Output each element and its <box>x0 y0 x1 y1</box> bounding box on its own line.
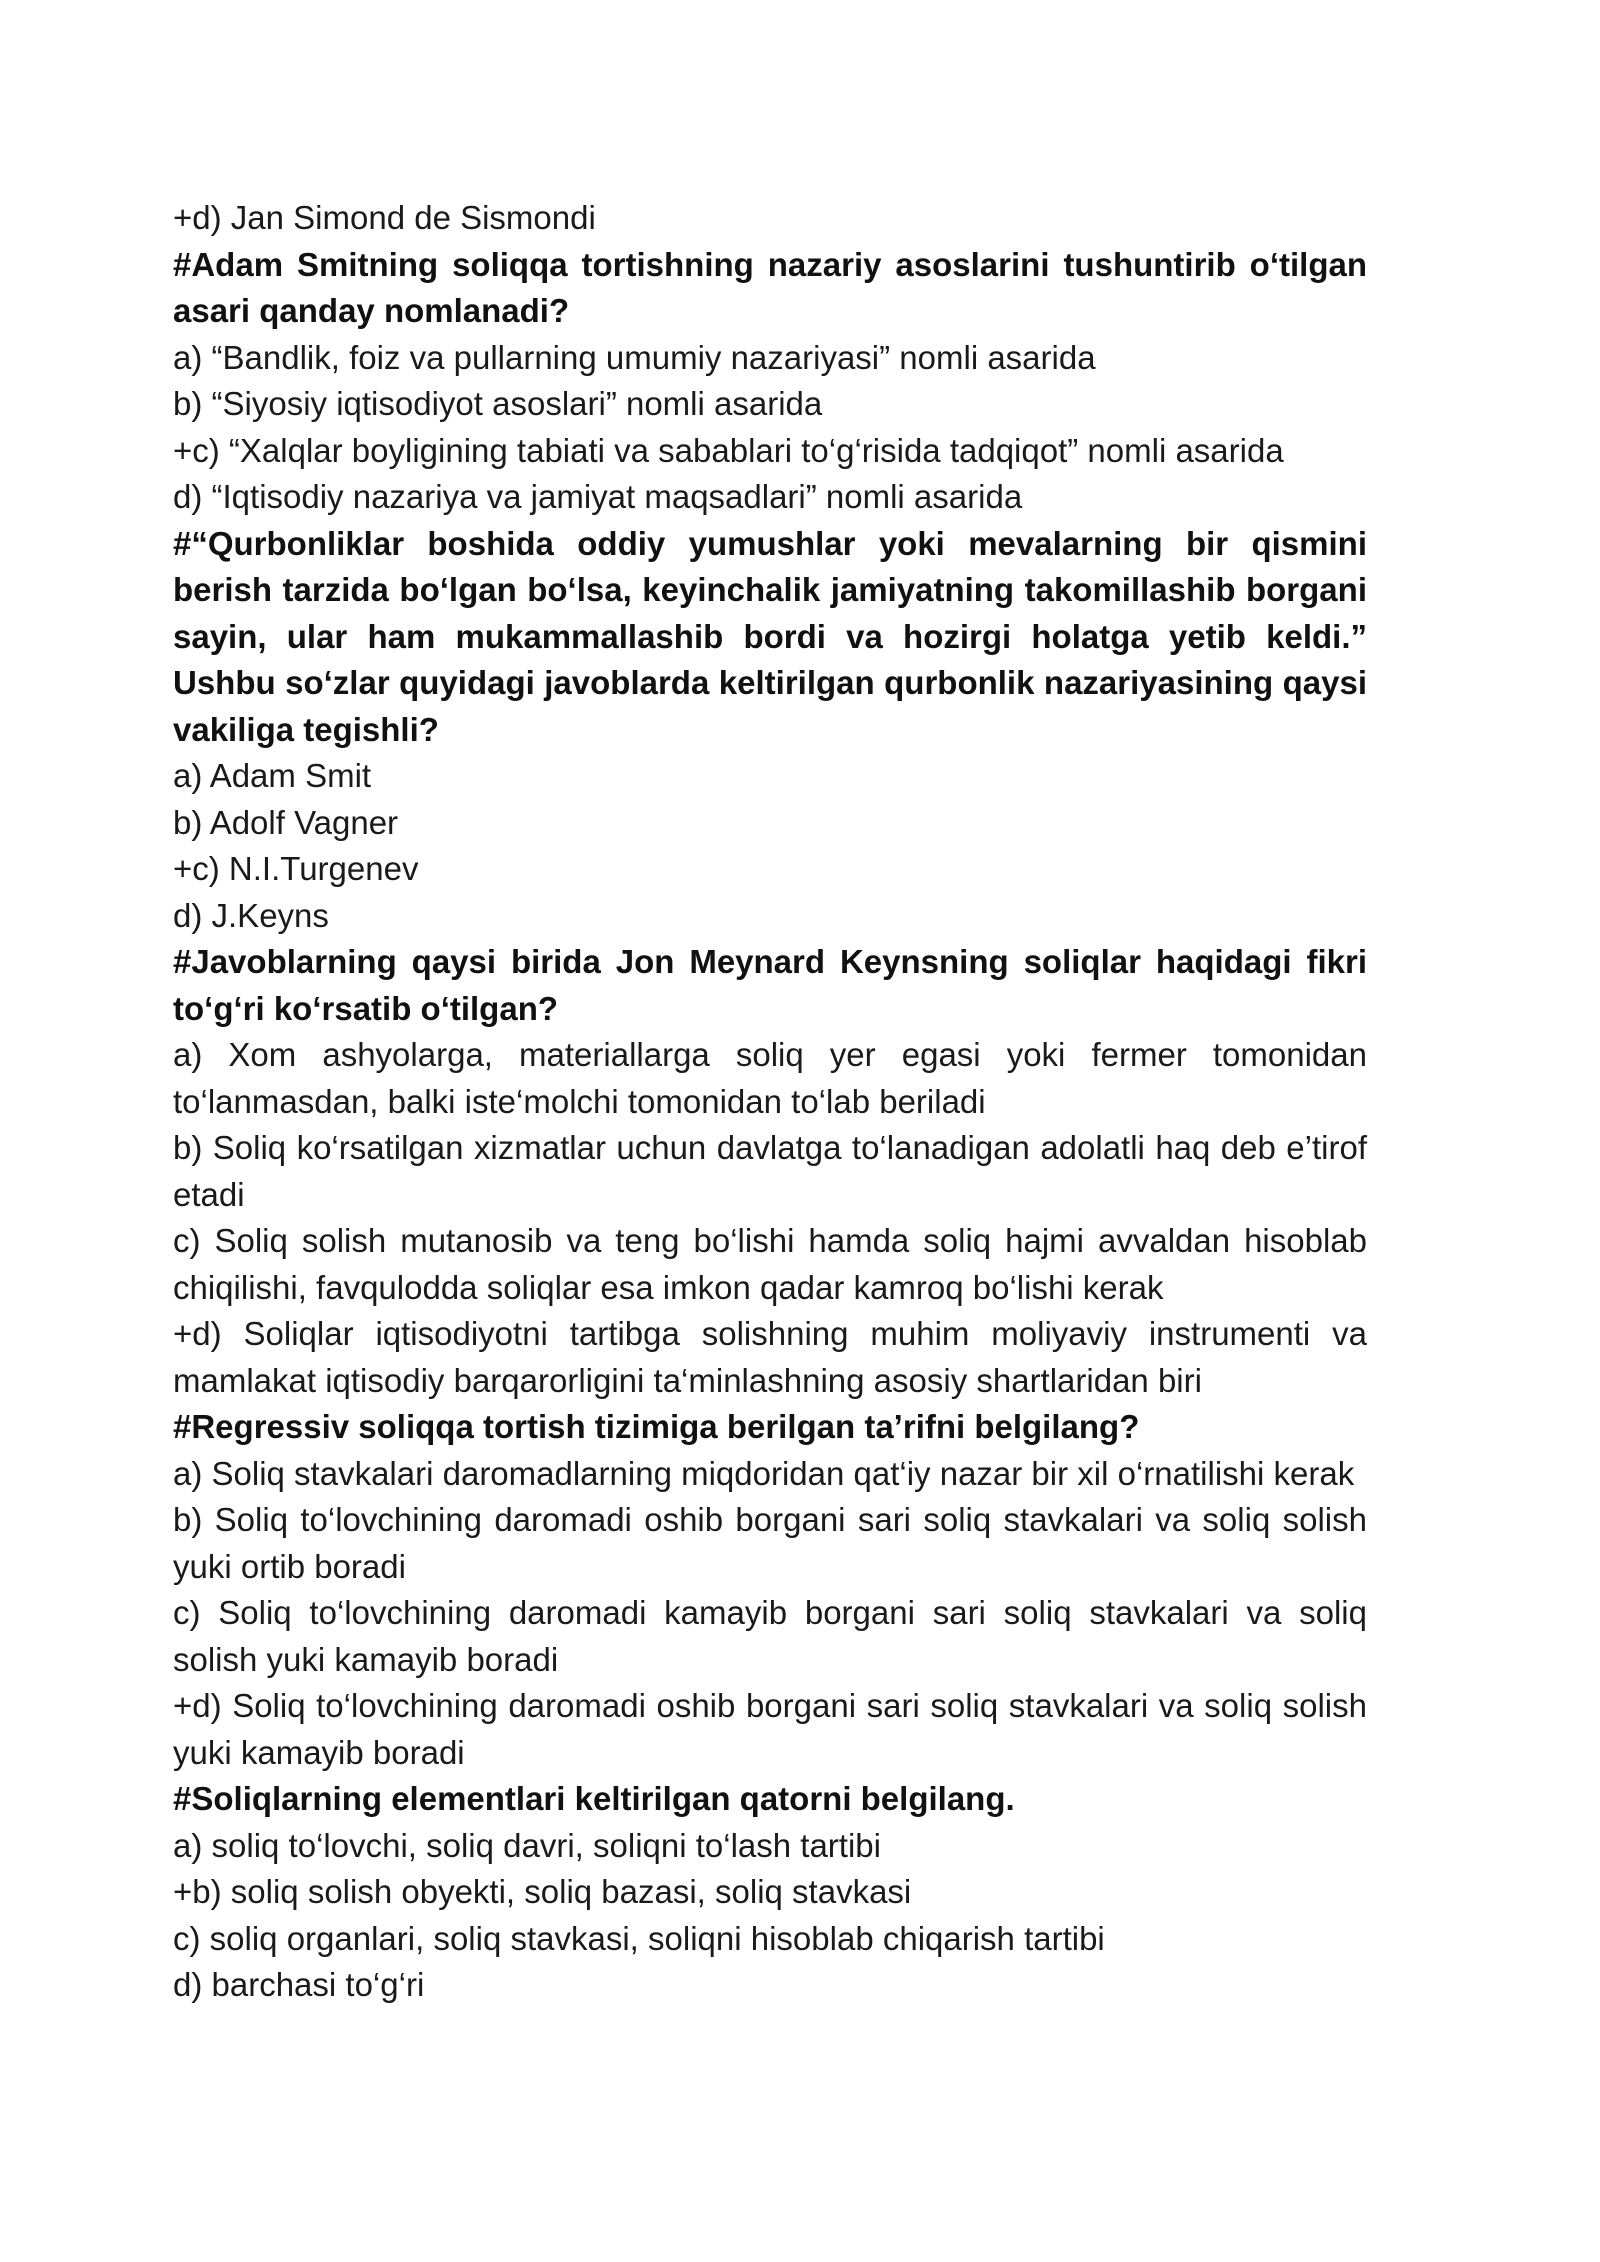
question-text: #Soliqlarning elementlari keltirilgan qatorni belgilang. <box>173 1780 1015 1817</box>
question-block-4 <box>173 1404 1367 1776</box>
question-block-2 <box>173 521 1367 940</box>
question-text: #Javoblarning qaysi birida Jon Meynard Keynsning soliqlar haqidagi fikri to‘g‘ri ko‘rsatib o‘tilgan? <box>173 943 1367 1027</box>
answer-option: a) “Bandlik, foiz va pullarning umumiy nazariyasi” nomli asarida <box>173 338 1096 376</box>
answer-option: +d) Soliq to‘lovchining daromadi oshib borgani sari soliq stavkalari va soliq solish yuki kamayib boradi <box>173 1687 1367 1771</box>
answer-option: b) Adolf Vagner <box>173 803 399 841</box>
question-block-1 <box>173 242 1367 521</box>
question-block-5 <box>173 1776 1367 2009</box>
answer-option: c) soliq organlari, soliq stavkasi, soliqni hisoblab chiqarish tartibi <box>173 1919 1105 1957</box>
question-text: #Regressiv soliqqa tortish tizimiga berilgan ta’rifni belgilang? <box>173 1408 1140 1445</box>
answer-option: +d) Soliqlar iqtisodiyotni tartibga solishning muhim moliyaviy instrumenti va mamlakat iqtisodiy barqarorligini ta‘minlashning asosiy shartlaridan biri <box>173 1315 1367 1399</box>
answer-option: d) barchasi to‘g‘ri <box>173 1966 425 2003</box>
answer-option: b) Soliq ko‘rsatilgan xizmatlar uchun davlatga to‘lanadigan adolatli haq deb e’tirof etadi <box>173 1129 1367 1213</box>
answer-option: d) “Iqtisodiy nazariya va jamiyat maqsadlari” nomli asarida <box>173 478 1023 515</box>
answer-option: +b) soliq solish obyekti, soliq bazasi, soliq stavkasi <box>173 1873 912 1910</box>
lead-answer: +d) Jan Simond de Sismondi <box>173 199 596 236</box>
answer-option: a) Xom ashyolarga, materiallarga soliq yer egasi yoki fermer tomonidan to‘lanmasdan, balki iste‘molchi tomonidan to‘lab beriladi <box>173 1036 1367 1120</box>
answer-option: b) Soliq to‘lovchining daromadi oshib borgani sari soliq stavkalari va soliq solish yuki ortib boradi <box>173 1501 1367 1585</box>
answer-option: a) soliq to‘lovchi, soliq davri, soliqni to‘lash tartibi <box>173 1826 881 1864</box>
answer-option: d) J.Keyns <box>173 896 329 934</box>
answer-option: +c) “Xalqlar boyligining tabiati va sabablari to‘g‘risida tadqiqot” nomli asarida <box>173 431 1284 469</box>
question-block-3 <box>173 939 1367 1404</box>
question-text: #“Qurbonliklar boshida oddiy yumushlar yoki mevalarning bir qismini berish tarzida bo‘lgan bo‘lsa, keyinchalik jamiyatning takomillashib borgani sayin, ular ham mukammallashib bordi va hozirgi holatga yetib keldi.” Ushbu so‘zlar quyidagi javoblarda keltirilgan qurbonlik nazariyasining qaysi vakiliga tegishli? <box>173 524 1367 748</box>
answer-option: a) Adam Smit <box>173 757 372 794</box>
answer-option: b) “Siyosiy iqtisodiyot asoslari” nomli asarida <box>173 385 823 422</box>
answer-option: +c) N.I.Turgenev <box>173 850 419 887</box>
document-page <box>173 195 1367 2009</box>
answer-option: c) Soliq solish mutanosib va teng bo‘lishi hamda soliq hajmi avvaldan hisoblab chiqilishi, favqulodda soliqlar esa imkon qadar kamroq bo‘lishi kerak <box>173 1222 1367 1306</box>
answer-option: c) Soliq to‘lovchining daromadi kamayib borgani sari soliq stavkalari va soliq solish yuki kamayib boradi <box>173 1594 1367 1678</box>
question-text: #Adam Smitning soliqqa tortishning nazariy asoslarini tushuntirib o‘tilgan asari qanday nomlanadi? <box>173 245 1367 329</box>
answer-option: a) Soliq stavkalari daromadlarning miqdoridan qat‘iy nazar bir xil o‘rnatilishi kerak <box>173 1454 1355 1492</box>
